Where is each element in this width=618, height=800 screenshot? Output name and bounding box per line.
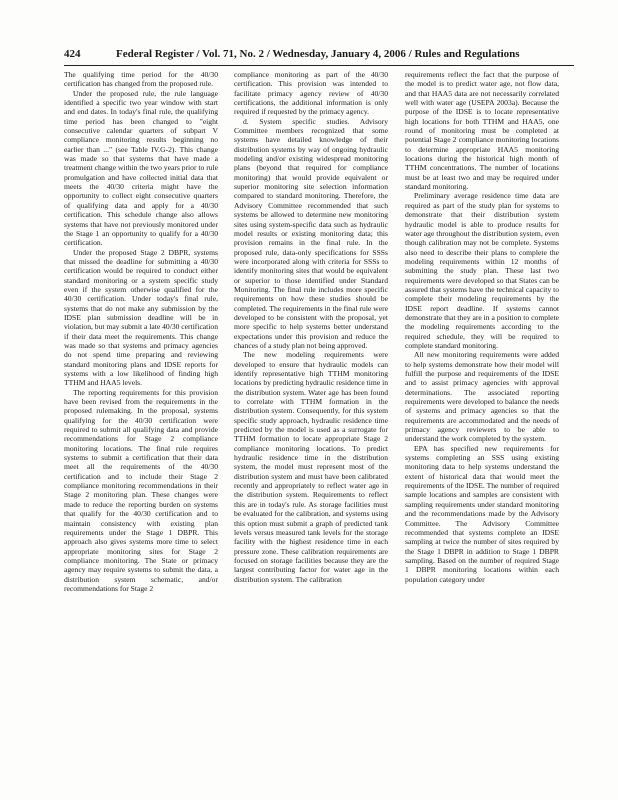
- paragraph: EPA has specified new requirements for systems completing an SSS using existing monitoring data to help systems understand the extent of historical data that would meet the requirements of the IDSE. The number of required sample locations and samples are consistent with sampling requirements under standard monitoring and the recommendations made by the Advisory Committee. The Advisory Committee recommended that systems complete an IDSE sampling at twice the number of sites required by the Stage 1 DBPR in addition to Stage 1 DBPR sampling. Based on the number of required Stage 1 DBPR monitoring locations within each population category under: [405, 443, 559, 584]
- paragraph: All new monitoring requirements were added to help systems demonstrate how their model will fulfill the purpose and requirements of the IDSE and to assist primacy agencies with approval determinations. The associated reporting requirements were developed to balance the needs of systems and primacy agencies so that the requirements are accommodated and the needs of primacy agency reviewers to be able to understand the work completed by the system.: [405, 350, 559, 444]
- text-column-2: [234, 70, 388, 770]
- paragraph: Under the proposed rule, the rule language identified a specific two year window with start and end dates. In today's final rule, the qualifying time period has been changed to "eight consecutive calendar quarters of subpart V compliance monitoring results beginning no earlier than ..." (see Table IV.G-2). This change was made so that systems that have made a treatment change within the two years prior to rule promulgation and have collected initial data that meets the 40/30 criteria might have the opportunity to collect eight consecutive quarters of qualifying data and apply for a 40/30 certification. This schedule change also allows systems that have not previously monitored under the Stage 1 an opportunity to qualify for a 40/30 certification.: [64, 88, 218, 248]
- paragraph: Under the proposed Stage 2 DBPR, systems that missed the deadline for submitting a 40/30 certification would be required to conduct either standard monitoring or a system specific study even if the system otherwise qualified for the 40/30 certification. Under today's final rule, systems that do not make any submission by the IDSE plan submission deadline will be in violation, but may submit a late 40/30 certification if their data meet the requirements. This change was made so that systems and primacy agencies do not spend time preparing and reviewing standard monitoring plans and IDSE reports for systems with a low likelihood of finding high TTHM and HAA5 levels.: [64, 247, 218, 388]
- text-column-1: [64, 70, 218, 770]
- paragraph: The qualifying time period for the 40/30 certification has changed from the proposed rule.: [64, 70, 218, 89]
- paragraph: requirements reflect the fact that the purpose of the model is to predict water age, not flow data, and that HAA5 data are not necessarily correlated well with water age (USEPA 2003a). Because the purpose of the IDSE is to locate representative high locations for both TTHM and HAA5, one round of monitoring must be completed at potential Stage 2 compliance monitoring locations to determine appropriate HAA5 monitoring locations during the historical high month of TTHM concentrations. The number of locations must be at least two and may be required under standard monitoring.: [405, 70, 559, 192]
- text-column-3: [405, 70, 559, 770]
- paragraph: compliance monitoring as part of the 40/30 certification. This provision was intended to facilitate primacy agency review of 40/30 certifications, the additional information is only required if requested by the primacy agency.: [234, 70, 388, 117]
- paragraph: The reporting requirements for this provision have been revised from the requirements in the proposed rulemaking. In the proposal, systems qualifying for the 40/30 certification were required to submit all qualifying data and provide recommendations for Stage 2 compliance monitoring locations. The final rule requires systems to submit a certification that their data meet all the requirements of the 40/30 certification and to include their Stage 2 compliance monitoring recommendations in their Stage 2 monitoring plan. These changes were made to reduce the reporting burden on systems that qualify for the 40/30 certification and to maintain consistency with existing plan requirements under the Stage 1 DBPR. This approach also gives systems more time to select appropriate monitoring sites for Stage 2 compliance monitoring. The State or primacy agency may require systems to submit the data, a distribution system schematic, and/or recommendations for Stage 2: [64, 387, 218, 593]
- paragraph: The new modeling requirements were developed to ensure that hydraulic models can identify representative high TTHM monitoring locations by predicting hydraulic residence time in the distribution system. Water age has been found to correlate with TTHM formation in the distribution system. Consequently, for this system specific study approach, hydraulic residence time predicted by the model is used as a surrogate for TTHM formation to locate appropriate Stage 2 compliance monitoring locations. To predict hydraulic residence time in the distribution system, the model must represent most of the distribution system and must have been calibrated recently and appropriately to reflect water age in the distribution system. Requirements to reflect this are in today's rule. As storage facilities must be evaluated for the calibration, and systems using this option must submit a graph of predicted tank levels versus measured tank levels for the storage facility with the highest residence time in each pressure zone. These calibration requirements are focused on storage facilities because they are the largest contributing factor for water age in the distribution system. The calibration: [234, 350, 388, 584]
- paragraph: d. System specific studies. Advisory Committee members recognized that some systems have detailed knowledge of their distribution systems by way of ongoing hydraulic modeling and/or existing widespread monitoring plans (beyond that required for compliance monitoring) that would provide equivalent or superior monitoring site selection information compared to standard monitoring. Therefore, the Advisory Committee recommended that such systems be allowed to determine new monitoring sites using system-specific data such as hydraulic model results or existing monitoring data; this provision remains in the final rule. In the proposed rule, data-only specifications for SSSs were incorporated along with criteria for SSSs to identify monitoring sites that would be equivalent or superior to those identified under Standard Monitoring. The final rule includes more specific requirements on how these studies should be completed. The requirements in the final rule were developed to be consistent with the proposal, yet more specific to help systems better understand expectations under this provision and reduce the chances of a study plan not being approved.: [234, 116, 388, 350]
- paragraph: Preliminary average residence time data are required as part of the study plan for systems to demonstrate that their distribution system hydraulic model is able to produce results for water age throughout the distribution system, even though calibration may not be complete. Systems also need to describe their plans to complete the modeling requirements within 12 months of submitting the study plan. These last two requirements were developed so that States can be assured that systems have the technical capacity to complete their modeling requirements by the IDSE report deadline. If systems cannot demonstrate that they are in a position to complete the modeling requirements according to the required schedule, they will be required to complete standard monitoring.: [405, 191, 559, 350]
- page-header: [64, 48, 574, 64]
- page-number: 424: [64, 48, 81, 60]
- running-head: Federal Register / Vol. 71, No. 2 / Wednesday, January 4, 2006 / Rules and Regulations: [116, 48, 520, 60]
- header-rule: [64, 65, 574, 66]
